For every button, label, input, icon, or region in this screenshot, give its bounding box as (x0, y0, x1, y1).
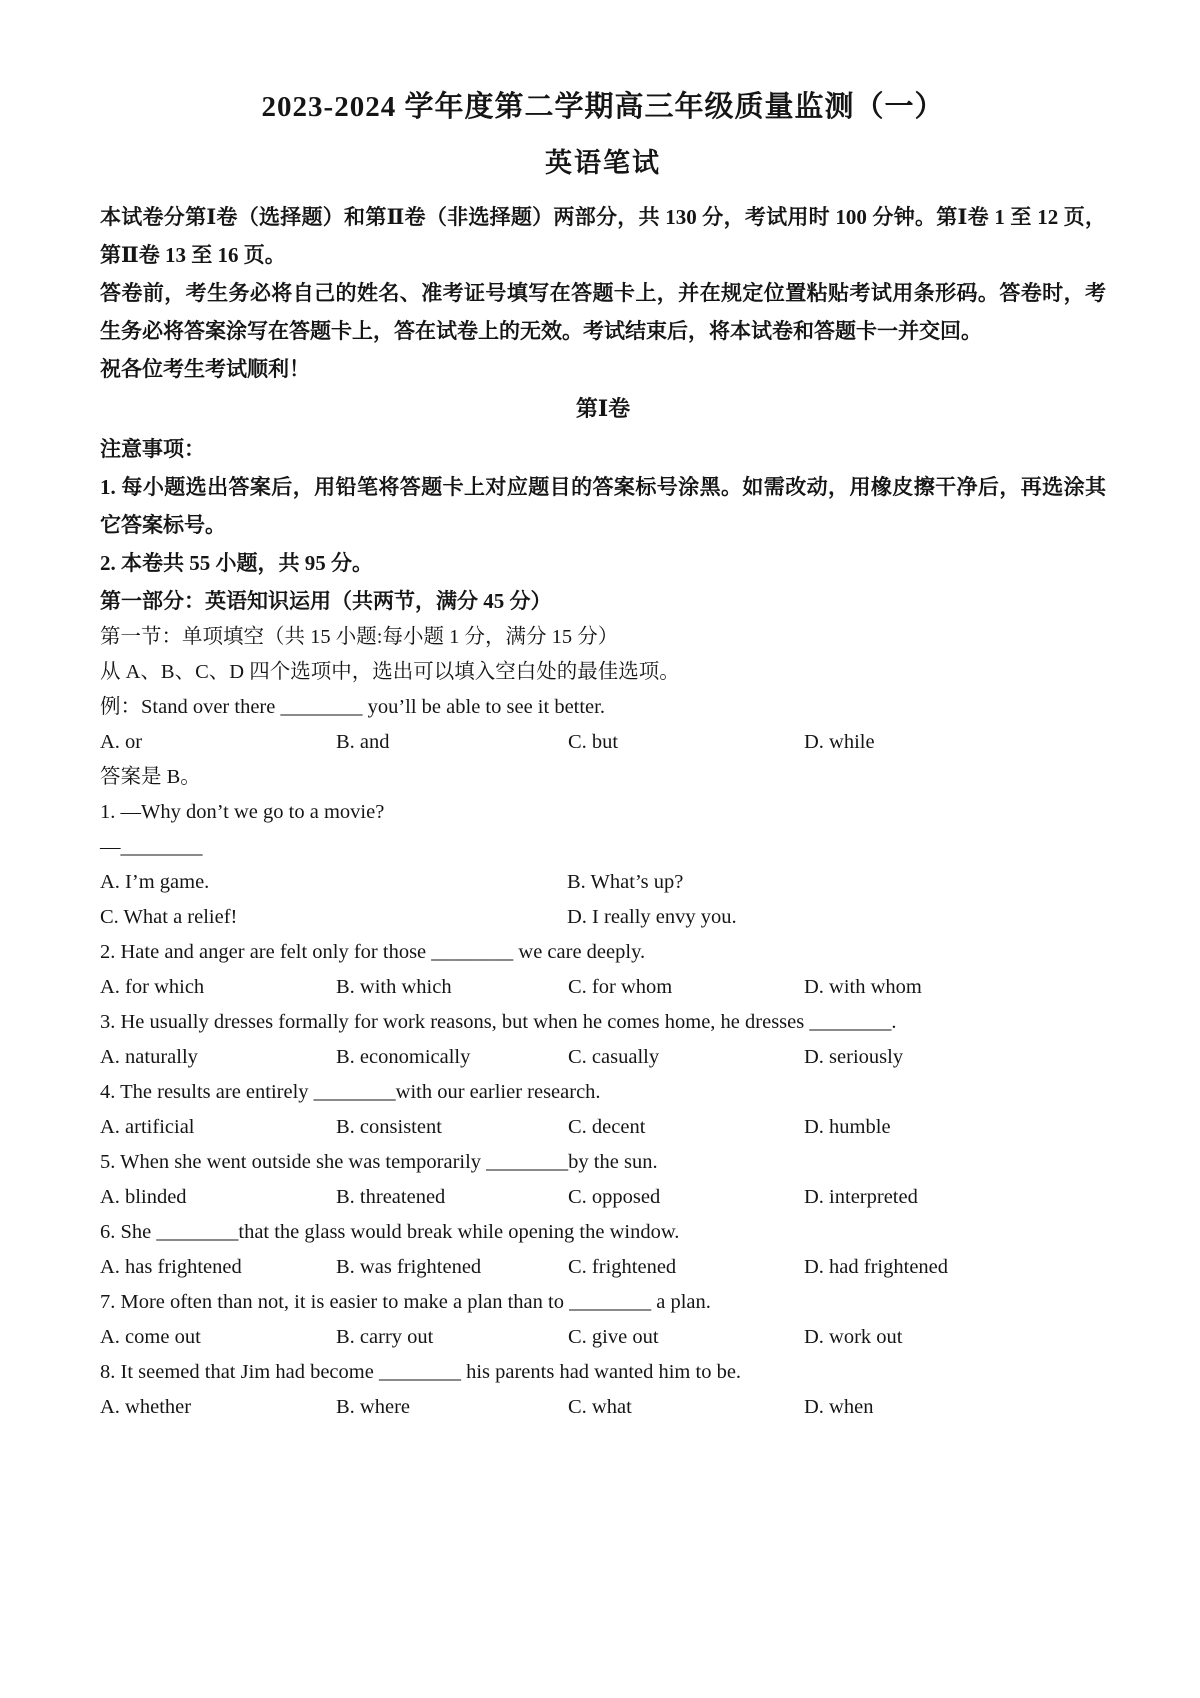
page-subtitle: 英语笔试 (545, 148, 661, 178)
option-b: B. consistent (336, 1116, 442, 1138)
question-stem: 4. The results are entirely ________with our earlier research. (100, 1081, 601, 1103)
option-a: A. blinded (100, 1186, 187, 1208)
volume-heading: 第Ⅰ卷 (575, 396, 631, 421)
question-stem: 2. Hate and anger are felt only for those ________ we care deeply. (100, 941, 646, 963)
question-options (100, 865, 1106, 935)
question-options (100, 1180, 1106, 1215)
question-2 (100, 935, 1106, 1005)
option-a: A. artificial (100, 1116, 195, 1138)
option-c: C. for whom (568, 976, 673, 998)
question-stem-reply: —________ (100, 836, 203, 858)
question-stem: 5. When she went outside she was temporarily ________by the sun. (100, 1151, 658, 1173)
option-b: B. What’s up? (567, 871, 684, 893)
option-c: C. what (568, 1396, 632, 1418)
option-d: D. while (804, 731, 875, 753)
instruction: 从 A、B、C、D 四个选项中，选出可以填入空白处的最佳选项。 (100, 661, 680, 683)
option-d: D. when (804, 1396, 874, 1418)
option-d: D. had frightened (804, 1256, 949, 1278)
option-d: D. seriously (804, 1046, 904, 1068)
option-c: C. decent (568, 1116, 646, 1138)
option-c: C. but (568, 731, 619, 753)
option-b: B. where (336, 1396, 411, 1418)
option-b: B. was frightened (336, 1256, 482, 1278)
question-4 (100, 1075, 1106, 1145)
option-a: A. or (100, 731, 143, 753)
question-options (100, 1390, 1106, 1425)
page-title: 2023-2024 学年度第二学期高三年级质量监测（一） (261, 91, 945, 123)
note-item-1: 1. 每小题选出答案后，用铅笔将答题卡上对应题目的答案标号涂黑。如需改动，用橡皮擦干净后，再选涂其它答案标号。 (100, 475, 1106, 537)
question-stem: 3. He usually dresses formally for work reasons, but when he comes home, he dresses ________. (100, 1011, 897, 1033)
option-d: D. humble (804, 1116, 891, 1138)
question-stem: 1. —Why don’t we go to a movie? (100, 801, 385, 823)
option-c: C. frightened (568, 1256, 677, 1278)
question-options (100, 970, 1106, 1005)
question-stem: 6. She ________that the glass would break while opening the window. (100, 1221, 680, 1243)
option-d: D. I really envy you. (567, 906, 737, 928)
example-answer: 答案是 B。 (100, 766, 201, 788)
notes-heading: 注意事项： (100, 437, 205, 461)
question-8 (100, 1355, 1106, 1425)
example-stem: 例：Stand over there ________ you’ll be able to see it better. (100, 696, 605, 718)
question-stem: 8. It seemed that Jim had become ________ his parents had wanted him to be. (100, 1361, 742, 1383)
option-b: B. carry out (336, 1326, 434, 1348)
question-options (100, 1320, 1106, 1355)
option-a: A. whether (100, 1396, 192, 1418)
option-a: A. I’m game. (100, 871, 210, 893)
note-item-2: 2. 本卷共 55 小题，共 95 分。 (100, 551, 373, 575)
option-a: A. come out (100, 1326, 201, 1348)
option-c: C. casually (568, 1046, 660, 1068)
question-5 (100, 1145, 1106, 1215)
option-a: A. has frightened (100, 1256, 242, 1278)
example-block (100, 690, 1106, 795)
option-b: B. and (336, 731, 390, 753)
question-6 (100, 1215, 1106, 1285)
option-b: B. economically (336, 1046, 471, 1068)
intro-paragraph-3: 祝各位考生考试顺利！ (100, 357, 310, 381)
question-stem: 7. More often than not, it is easier to make a plan than to ________ a plan. (100, 1291, 711, 1313)
option-d: D. interpreted (804, 1186, 918, 1208)
question-options (100, 1110, 1106, 1145)
option-c: C. opposed (568, 1186, 661, 1208)
option-a: A. for which (100, 976, 205, 998)
option-c: C. give out (568, 1326, 659, 1348)
option-a: A. naturally (100, 1046, 198, 1068)
intro-paragraph-2: 答卷前，考生务必将自己的姓名、准考证号填写在答题卡上，并在规定位置粘贴考试用条形码。答卷时，考生务必将答案涂写在答题卡上，答在试卷上的无效。考试结束后，将本试卷和答题卡一并交回。 (100, 281, 1106, 343)
option-b: B. threatened (336, 1186, 446, 1208)
option-d: D. with whom (804, 976, 922, 998)
question-options (100, 1250, 1106, 1285)
question-options (100, 1040, 1106, 1075)
option-c: C. What a relief! (100, 906, 238, 928)
section-heading: 第一节：单项填空（共 15 小题:每小题 1 分，满分 15 分） (100, 626, 619, 648)
question-1 (100, 795, 1106, 935)
question-7 (100, 1285, 1106, 1355)
option-d: D. work out (804, 1326, 903, 1348)
option-b: B. with which (336, 976, 452, 998)
intro-paragraph-1: 本试卷分第Ⅰ卷（选择题）和第Ⅱ卷（非选择题）两部分，共 130 分，考试用时 100 分钟。第Ⅰ卷 1 至 12 页，第Ⅱ卷 13 至 16 页。 (100, 205, 1106, 267)
question-3 (100, 1005, 1106, 1075)
example-options (100, 725, 1106, 760)
part-heading: 第一部分：英语知识运用（共两节，满分 45 分） (100, 589, 552, 613)
